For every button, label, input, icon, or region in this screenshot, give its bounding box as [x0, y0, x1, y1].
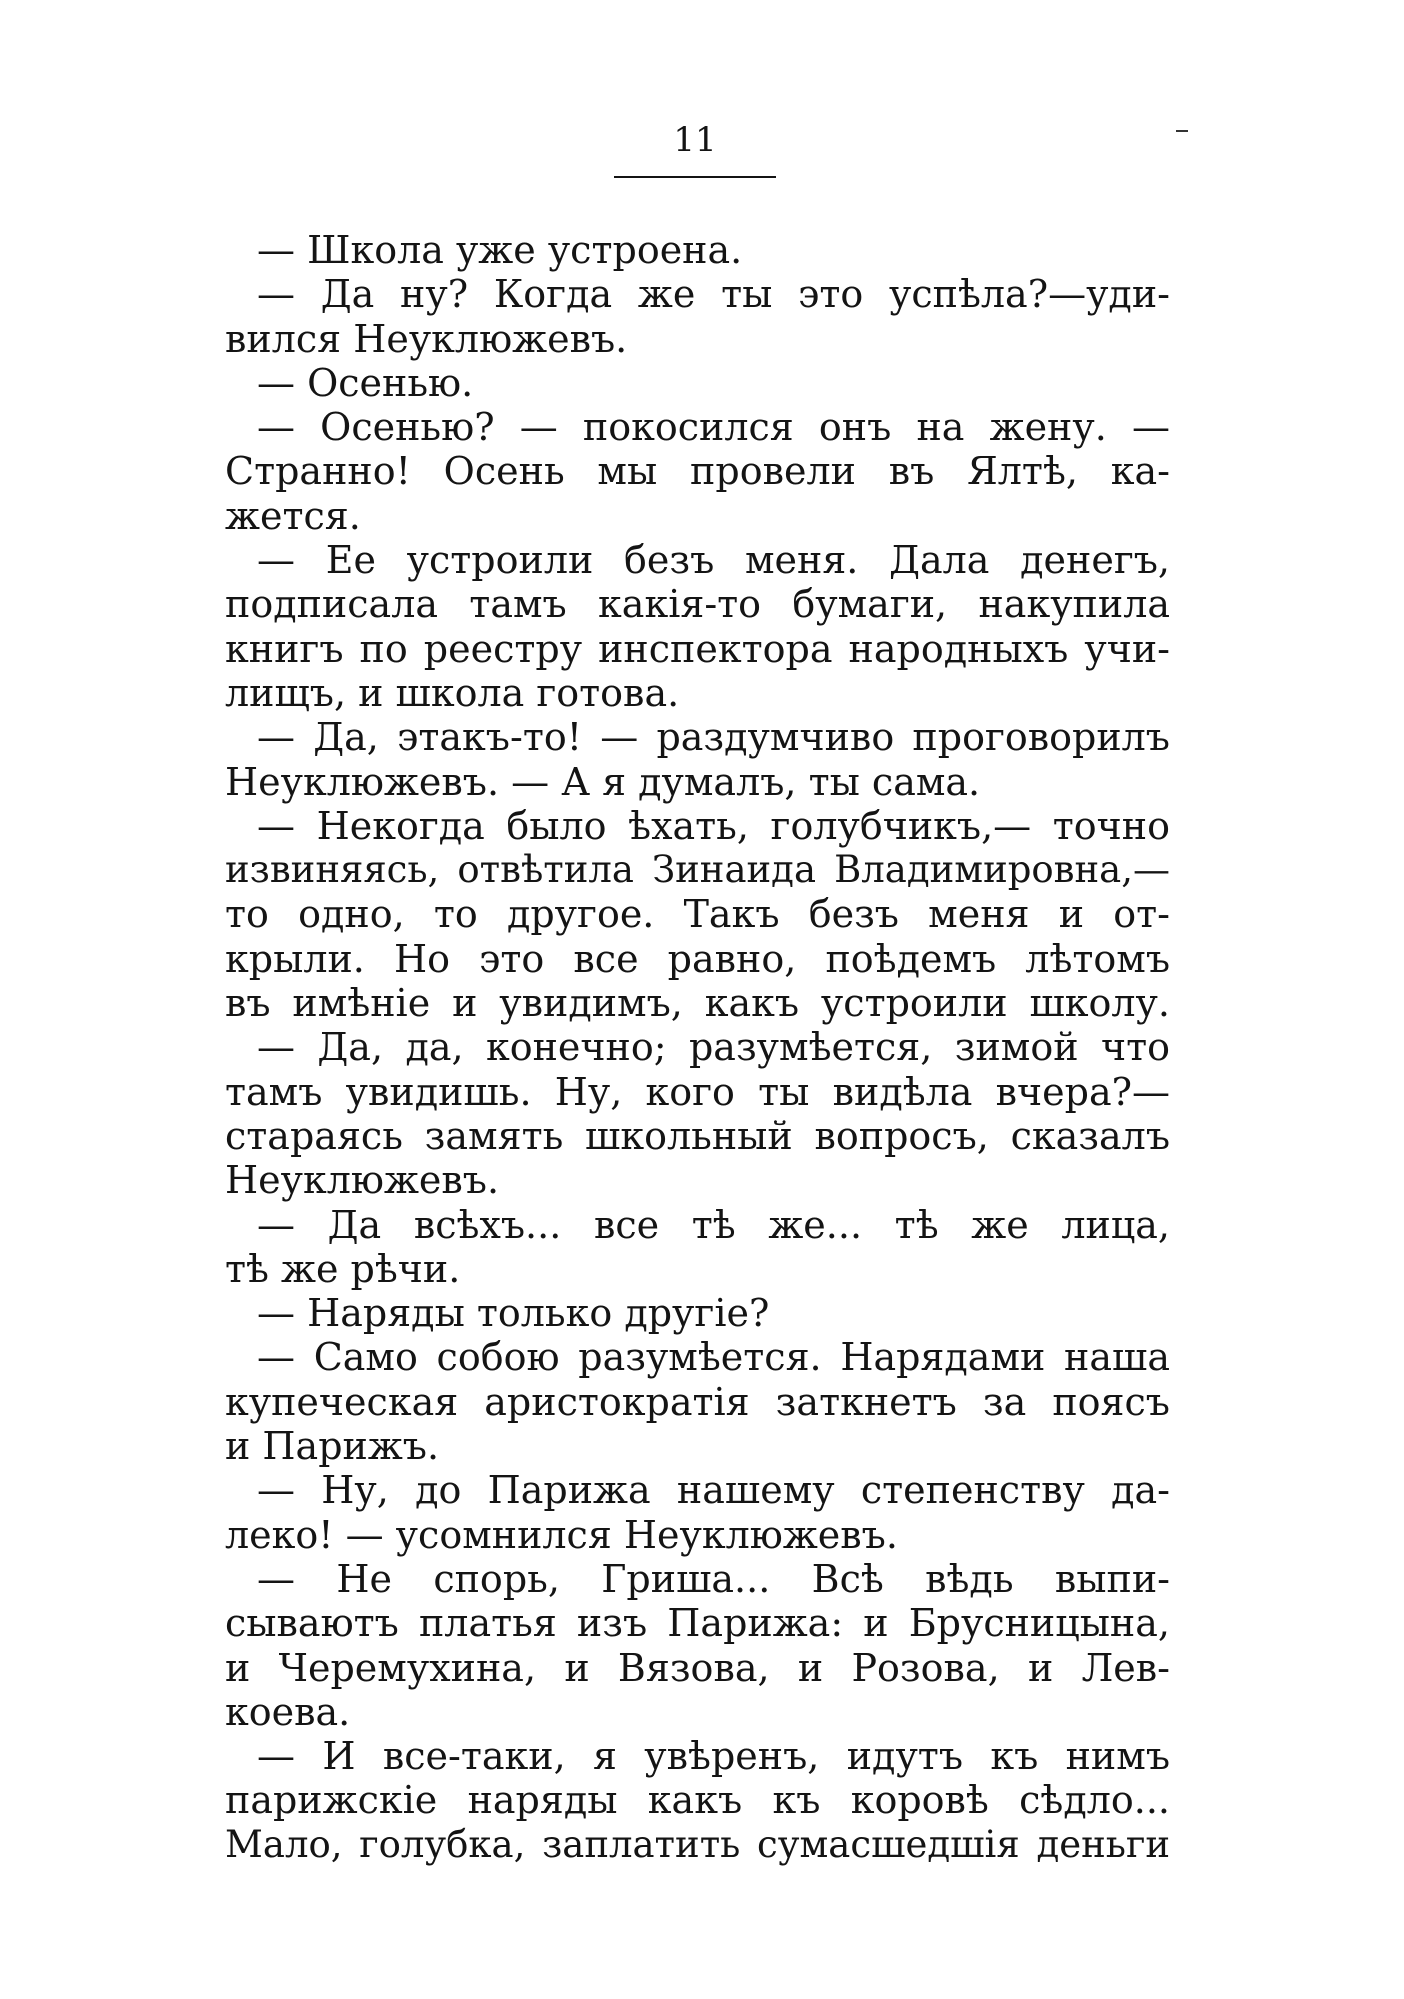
margin-mark: [1176, 130, 1188, 132]
text-line: парижскіе наряды какъ къ коровѣ сѣдло...: [225, 1778, 1170, 1823]
text-line: жется.: [225, 493, 361, 538]
text-line: то одно, то другое. Такъ безъ меня и от-: [225, 892, 1170, 937]
text-line: въ имѣніе и увидимъ, какъ устроили школу.: [225, 981, 1170, 1026]
text-line: и Черемухина, и Вязова, и Розова, и Лев-: [225, 1645, 1170, 1690]
text-line: Мало, голубка, заплатить сумасшедшія деньги: [225, 1822, 1170, 1866]
page-number: 11: [673, 120, 717, 160]
text-line: Неуклюжевъ. — А я думалъ, ты сама.: [225, 759, 981, 804]
text-line: — Не спорь, Гриша... Всѣ вѣдь выпи-: [257, 1556, 1170, 1601]
text-line: — И все-таки, я увѣренъ, идутъ къ нимъ: [257, 1734, 1170, 1779]
text-line: Неуклюжевъ.: [225, 1158, 500, 1203]
text-line: лищъ, и школа готова.: [225, 670, 680, 715]
text-line: вился Неуклюжевъ.: [225, 316, 628, 361]
text-line: коева.: [225, 1689, 351, 1734]
text-line: стараясь замять школьный вопросъ, сказалъ: [225, 1113, 1170, 1158]
text-line: книгъ по реестру инспектора народныхъ учи-: [225, 626, 1170, 671]
text-line: — Наряды только другіе?: [257, 1291, 770, 1336]
text-line: и Парижъ.: [225, 1424, 440, 1469]
text-line: — Ее устроили безъ меня. Дала денегъ,: [257, 538, 1170, 583]
text-line: — Да, этакъ-то! — раздумчиво проговорилъ: [257, 715, 1170, 760]
text-line: тамъ увидишь. Ну, кого ты видѣла вчера?—: [225, 1069, 1170, 1114]
text-line: извиняясь, отвѣтила Зинаида Владимировна,—: [225, 848, 1170, 892]
text-line: сываютъ платья изъ Парижа: и Брусницына,: [225, 1601, 1170, 1646]
body-text: [225, 228, 1170, 1867]
text-line: купеческая аристократія заткнетъ за поясъ: [225, 1379, 1170, 1424]
text-line: — Да ну? Когда же ты это успѣла?—уди-: [257, 272, 1170, 317]
text-line: крыли. Но это все равно, поѣдемъ лѣтомъ: [225, 936, 1170, 981]
text-line: леко! — усомнился Неуклюжевъ.: [225, 1512, 898, 1557]
text-line: — Осенью? — покосился онъ на жену. —: [257, 405, 1170, 450]
text-line: — Школа уже устроена.: [257, 228, 743, 272]
text-line: — Ну, до Парижа нашему степенству да-: [257, 1468, 1170, 1513]
text-line: — Да всѣхъ... все тѣ же... тѣ же лица,: [257, 1202, 1170, 1247]
text-line: — Да, да, конечно; разумѣется, зимой что: [257, 1025, 1170, 1070]
text-line: — Осенью.: [257, 360, 474, 405]
text-line: — Само собою разумѣется. Нарядами наша: [257, 1335, 1170, 1380]
header-rule: [614, 176, 776, 178]
text-line: — Некогда было ѣхать, голубчикъ,— точно: [257, 803, 1170, 848]
text-line: подписала тамъ какія-то бумаги, накупила: [225, 582, 1170, 627]
text-line: тѣ же рѣчи.: [225, 1246, 461, 1291]
text-line: Странно! Осень мы провели въ Ялтѣ, ка-: [225, 449, 1170, 494]
